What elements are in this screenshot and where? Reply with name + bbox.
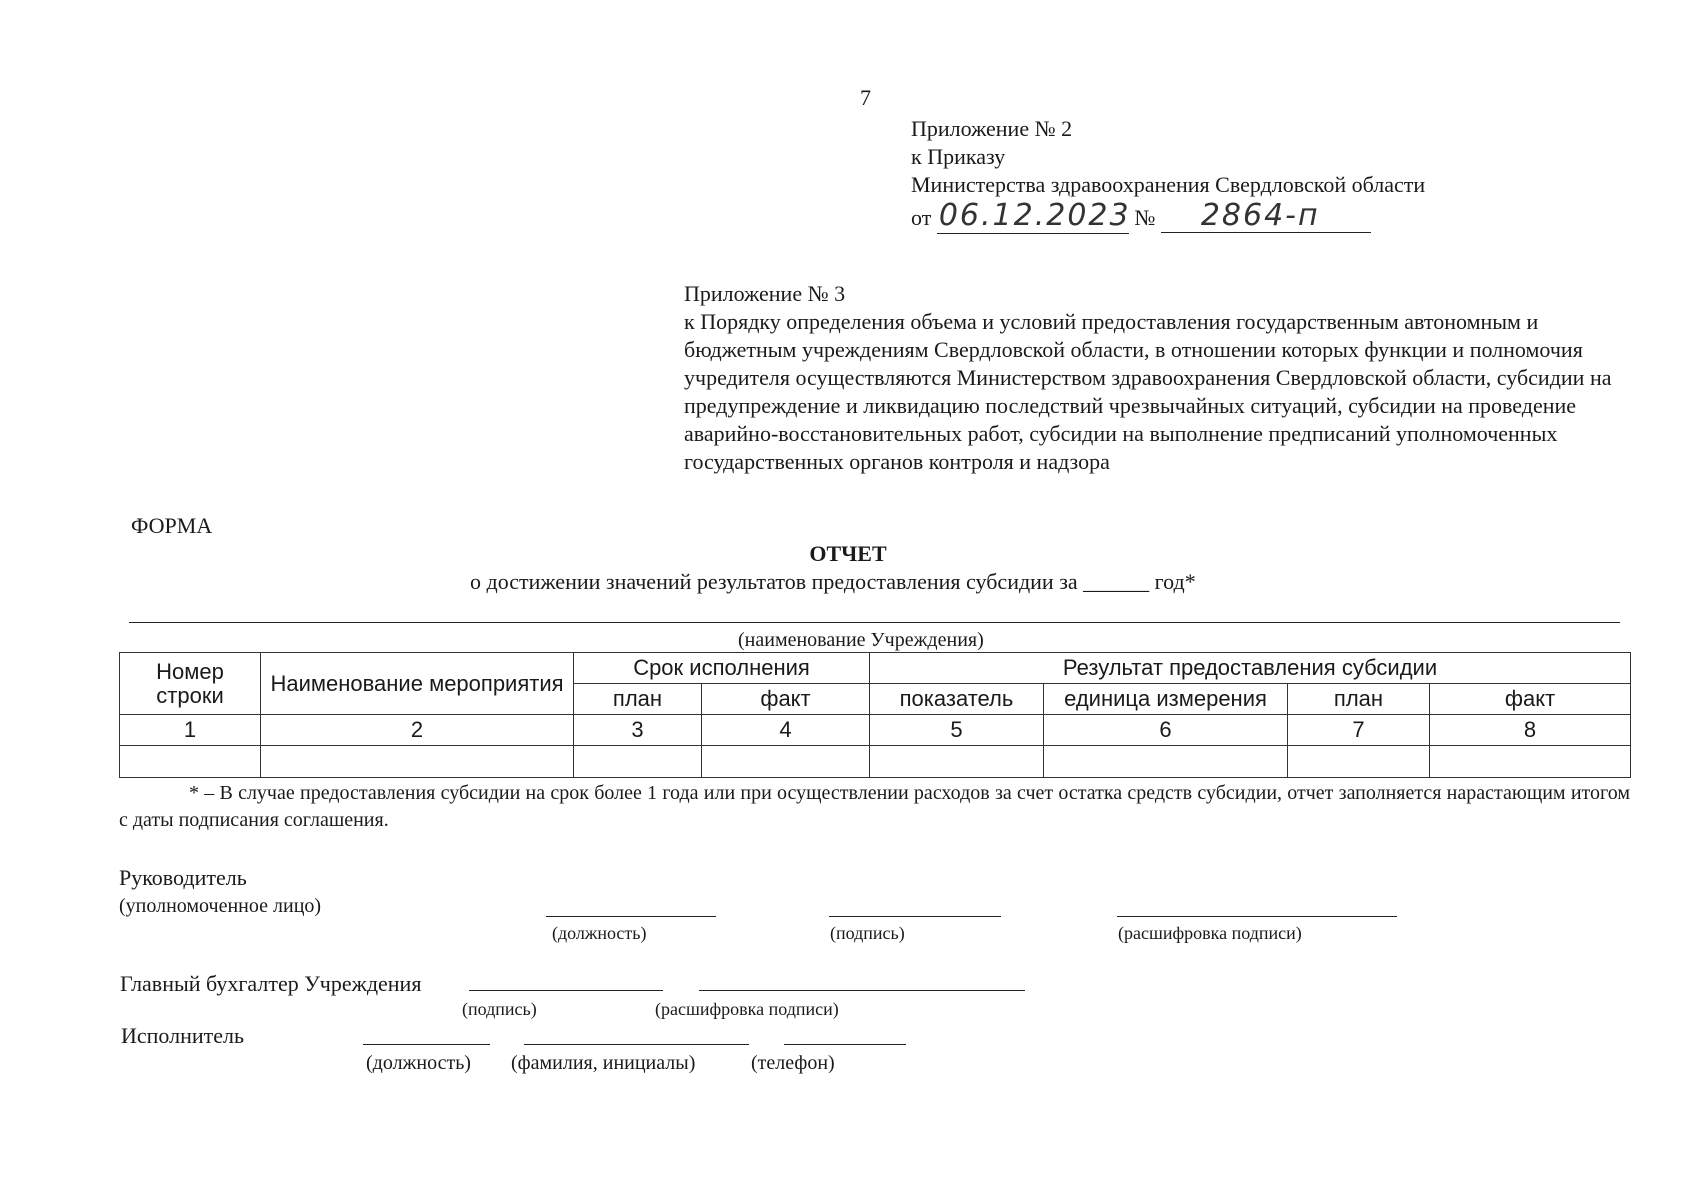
appendix-2-date-number (911, 198, 1425, 234)
subheader-plan-result: план (1288, 684, 1430, 715)
empty-cell (870, 746, 1044, 778)
accountant-signature-line (469, 990, 663, 991)
executor-phone-caption: (телефон) (751, 1052, 835, 1074)
appendix-2-ministry: Министерства здравоохранения Свердловской области (911, 172, 1426, 197)
header-result: Результат предоставления субсидии (870, 653, 1631, 684)
institution-name-line (129, 622, 1620, 623)
accountant-signature-caption: (подпись) (462, 999, 537, 1019)
appendix-3-title: Приложение № 3 (684, 281, 846, 306)
subheader-plan: план (574, 684, 702, 715)
appendix-2-order-ref: к Приказу (911, 144, 1006, 169)
subheader-unit: единица измерения (1044, 684, 1288, 715)
head-signature-line (829, 916, 1001, 917)
head-decoding-line (1117, 916, 1397, 917)
head-label: Руководитель (119, 865, 247, 890)
head-sublabel: (уполномоченное лицо) (119, 895, 322, 917)
accountant-decoding-line (699, 990, 1025, 991)
empty-cell (261, 746, 574, 778)
executor-label: Исполнитель (121, 1023, 245, 1048)
appendix-3-block (684, 280, 1624, 480)
executor-name-line (524, 1044, 749, 1045)
institution-caption: (наименование Учреждения) (738, 629, 984, 651)
date-prefix: от (911, 205, 932, 230)
col-number: 5 (870, 715, 1044, 746)
empty-cell (1430, 746, 1631, 778)
head-decoding-caption: (расшифровка подписи) (1118, 923, 1302, 943)
header-deadline: Срок исполнения (574, 653, 870, 684)
appendix-2-block (911, 115, 1425, 234)
empty-cell (1288, 746, 1430, 778)
empty-cell (1044, 746, 1288, 778)
col-number: 2 (261, 715, 574, 746)
handwritten-date: 06.12.2023 (938, 198, 1131, 233)
header-event-name: Наименование мероприятия (261, 653, 574, 715)
subheader-fact: факт (702, 684, 870, 715)
subheader-fact-result: факт (1430, 684, 1631, 715)
head-position-caption: (должность) (552, 923, 647, 943)
handwritten-number: 2864-п (1161, 201, 1371, 233)
accountant-label: Главный бухгалтер Учреждения (120, 971, 422, 996)
empty-cell (702, 746, 870, 778)
report-title: ОТЧЕТ (809, 541, 887, 566)
head-position-line (546, 916, 716, 917)
table-empty-row (120, 746, 1631, 778)
table-number-row (120, 715, 1631, 746)
subheader-indicator: показатель (870, 684, 1044, 715)
executor-position-caption: (должность) (366, 1052, 471, 1074)
col-number: 6 (1044, 715, 1288, 746)
col-number: 8 (1430, 715, 1631, 746)
form-label: ФОРМА (131, 513, 213, 538)
footnote: * – В случае предоставления субсидии на срок более 1 года или при осуществлении расходов за счет остатка средств субсидии, отчет заполняется нарастающим итогом с даты подписания соглашения. (119, 782, 1630, 831)
number-prefix: № (1134, 205, 1156, 230)
executor-phone-line (784, 1044, 906, 1045)
appendix-3-text: к Порядку определения объема и условий предоставления государственным автономным и бюджетным учреждениям Свердловской области, в отношении которых функции и полномочия учредителя осуществляются Министерством здравоохранения Свердловской области, субсидии на предупреждение и ликвидацию последствий чрезвычайных ситуаций, субсидии на проведение аварийно-восстановительных работ, субсидии на выполнение предписаний уполномоченных государственных органов контроля и надзора (684, 309, 1612, 474)
col-number: 4 (702, 715, 870, 746)
col-number: 1 (120, 715, 261, 746)
appendix-2-title: Приложение № 2 (911, 116, 1073, 141)
executor-position-line (363, 1044, 490, 1045)
empty-cell (574, 746, 702, 778)
report-subtitle: о достижении значений результатов предоставления субсидии за ______ год* (470, 569, 1196, 594)
head-signature-caption: (подпись) (830, 923, 905, 943)
col-number: 3 (574, 715, 702, 746)
page-number: 7 (860, 85, 871, 110)
table-header-row (120, 653, 1631, 684)
col-number: 7 (1288, 715, 1430, 746)
executor-name-caption: (фамилия, инициалы) (511, 1052, 696, 1074)
report-table (119, 652, 1631, 778)
empty-cell (120, 746, 261, 778)
header-row-number: Номер строки (120, 653, 261, 715)
accountant-decoding-caption: (расшифровка подписи) (655, 999, 839, 1019)
